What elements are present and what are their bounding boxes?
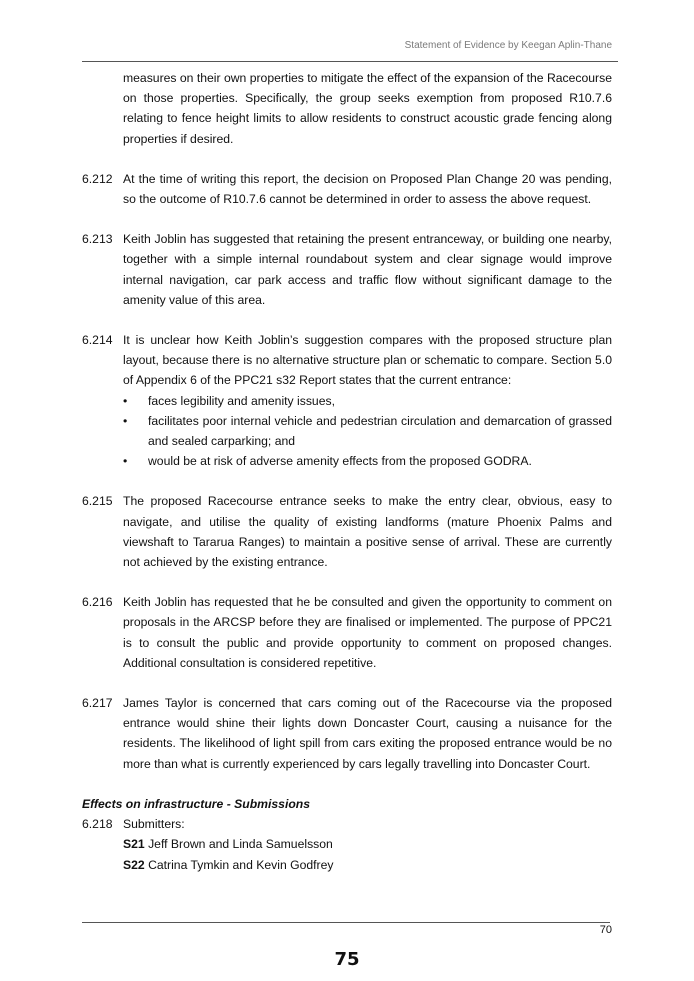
paragraph-number: 6.217 — [82, 696, 113, 711]
paragraph-6-214 — [82, 330, 612, 471]
page-number: 70 — [599, 924, 612, 936]
paragraph-text: At the time of writing this report, the decision on Proposed Plan Change 20 was pending, so the outcome of R10.7.6 cannot be determined in order to assess the above request. — [123, 171, 612, 207]
paragraph-number: 6.218 — [82, 817, 113, 832]
list-item — [123, 451, 612, 471]
paragraph-text: The proposed Racecourse entrance seeks to make the entry clear, obvious, easy to navigate, and utilise the quality of existing landforms (mature Phoenix Palms and viewshaft to Tararua Ranges) to maintain a positive sense of arrival. These are currently not achieved by the existing entrance. — [123, 494, 612, 570]
list-item — [123, 411, 612, 451]
paragraph-6-218 — [82, 814, 612, 875]
bullet-list — [123, 391, 612, 472]
bullet-icon: • — [123, 413, 128, 428]
submitter-code: S21 — [123, 837, 145, 852]
bullet-text: would be at risk of adverse amenity effects from the proposed GODRA. — [148, 454, 532, 469]
bullet-text: facilitates poor internal vehicle and pedestrian circulation and demarcation of grassed and sealed carparking; and — [148, 413, 612, 449]
paragraph-6-213 — [82, 229, 612, 310]
document-body — [82, 68, 612, 875]
bullet-icon: • — [123, 393, 128, 408]
paragraph-continuation — [82, 68, 612, 149]
paragraph-number: 6.215 — [82, 494, 113, 509]
submitter-name: Catrina Tymkin and Kevin Godfrey — [144, 857, 334, 872]
running-header: Statement of Evidence by Keegan Aplin-Thane — [404, 40, 612, 51]
paragraph-number: 6.213 — [82, 232, 113, 247]
paragraph-6-217 — [82, 693, 612, 774]
paragraph-number: 6.214 — [82, 333, 113, 348]
paragraph-number: 6.212 — [82, 171, 113, 186]
bullet-icon: • — [123, 454, 128, 469]
paragraph-text: Keith Joblin has requested that he be consulted and given the opportunity to comment on proposals in the ARCSP before they are finalised or implemented. The purpose of PPC21 is to consult the public and provide opportunity to comment on proposed changes. Additional consultation is considered repetitive. — [123, 595, 612, 670]
submitter-entry — [123, 834, 612, 854]
submitter-entry — [123, 855, 612, 875]
footer-rule — [82, 922, 610, 923]
submitters-label: Submitters: — [123, 817, 185, 832]
paragraph-text: It is unclear how Keith Joblin’s suggestion compares with the proposed structure plan layout, because there is no alternative structure plan or schematic to compare. Section 5.0 of Appendix 6 of the PPC21 s32 Report states that the current entrance: — [123, 333, 612, 388]
paragraph-text: Keith Joblin has suggested that retaining the present entranceway, or building one nearby, together with a simple internal roundabout system and clear signage would improve internal navigation, car park access and traffic flow without significant damage to the amenity value of this area. — [123, 232, 612, 307]
paragraph-6-216 — [82, 592, 612, 673]
paragraph-text: measures on their own properties to mitigate the effect of the expansion of the Racecourse on those properties. Specifically, the group seeks exemption from proposed R10.7.6 relating to fence height limits to allow residents to construct acoustic grade fencing along properties if desired. — [123, 71, 612, 146]
submitter-name: Jeff Brown and Linda Samuelsson — [144, 837, 333, 852]
paragraph-text: James Taylor is concerned that cars coming out of the Racecourse via the proposed entrance would shine their lights down Doncaster Court, causing a nuisance for the residents. The likelihood of light spill from cars exiting the proposed entrance would be no more than what is currently experienced by cars legally travelling into Doncaster Court. — [123, 696, 612, 771]
paragraph-6-215 — [82, 491, 612, 572]
submitter-code: S22 — [123, 857, 145, 872]
bundle-page-number: 75 — [334, 949, 360, 970]
section-heading: Effects on infrastructure - Submissions — [82, 796, 310, 811]
paragraph-6-212 — [82, 169, 612, 209]
header-rule — [82, 61, 618, 62]
bullet-text: faces legibility and amenity issues, — [148, 393, 335, 408]
paragraph-number: 6.216 — [82, 595, 113, 610]
list-item — [123, 391, 612, 411]
